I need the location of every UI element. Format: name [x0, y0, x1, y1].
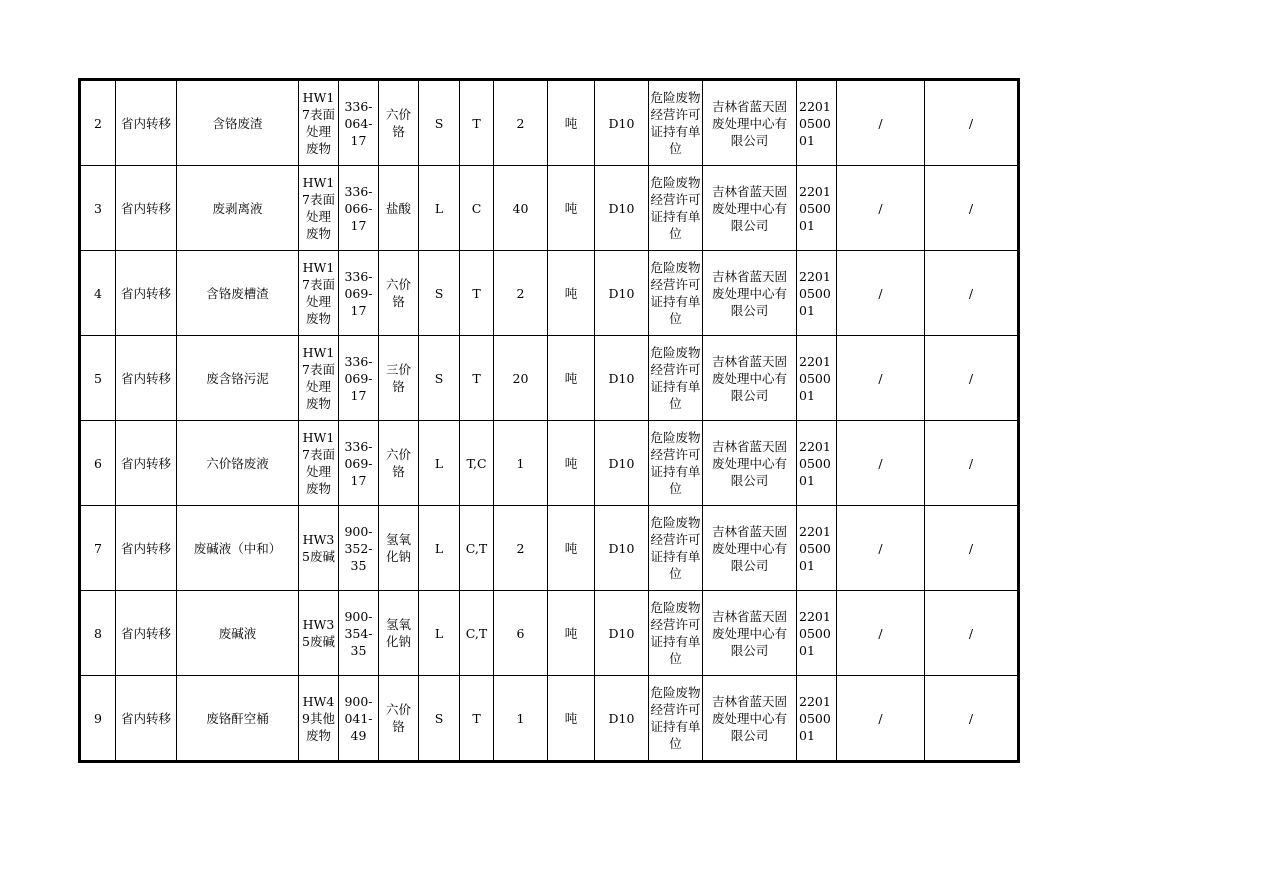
cell-hazard: T [460, 80, 494, 166]
cell-route: 省内转移 [116, 251, 177, 336]
cell-extra-b: / [925, 80, 1019, 166]
cell-amount: 2 [494, 506, 548, 591]
cell-license: 2201050001 [797, 80, 837, 166]
cell-unit: 吨 [548, 421, 595, 506]
cell-no: 9 [80, 676, 116, 762]
cell-route: 省内转移 [116, 676, 177, 762]
cell-amount: 1 [494, 421, 548, 506]
cell-license: 2201050001 [797, 506, 837, 591]
cell-category: HW49其他废物 [299, 676, 339, 762]
cell-receiver: 吉林省蓝天固废处理中心有限公司 [703, 251, 797, 336]
cell-form: L [419, 421, 460, 506]
cell-hazard: T [460, 676, 494, 762]
cell-no: 7 [80, 506, 116, 591]
cell-category: HW17表面处理废物 [299, 336, 339, 421]
cell-no: 8 [80, 591, 116, 676]
cell-waste-code: 336-069-17 [339, 251, 379, 336]
waste-transfer-table [78, 78, 1020, 763]
cell-category: HW17表面处理废物 [299, 80, 339, 166]
cell-extra-a: / [837, 80, 925, 166]
cell-method: D10 [595, 676, 649, 762]
cell-route: 省内转移 [116, 80, 177, 166]
cell-extra-b: / [925, 676, 1019, 762]
cell-category: HW17表面处理废物 [299, 251, 339, 336]
cell-form: S [419, 80, 460, 166]
cell-receiver: 吉林省蓝天固废处理中心有限公司 [703, 506, 797, 591]
cell-unit: 吨 [548, 676, 595, 762]
cell-waste-code: 336-069-17 [339, 336, 379, 421]
cell-component: 三价铬 [379, 336, 419, 421]
cell-no: 2 [80, 80, 116, 166]
cell-route: 省内转移 [116, 166, 177, 251]
cell-no: 6 [80, 421, 116, 506]
cell-waste-code: 336-066-17 [339, 166, 379, 251]
cell-waste-name: 六价铬废液 [177, 421, 299, 506]
cell-route: 省内转移 [116, 336, 177, 421]
cell-waste-code: 900-352-35 [339, 506, 379, 591]
cell-waste-name: 含铬废槽渣 [177, 251, 299, 336]
table-row [80, 336, 1019, 421]
cell-method: D10 [595, 336, 649, 421]
cell-form: L [419, 166, 460, 251]
cell-hazard: C,T [460, 506, 494, 591]
cell-receiver-type: 危险废物经营许可证持有单位 [649, 421, 703, 506]
cell-component: 六价铬 [379, 421, 419, 506]
cell-amount: 20 [494, 336, 548, 421]
cell-receiver: 吉林省蓝天固废处理中心有限公司 [703, 336, 797, 421]
cell-extra-b: / [925, 251, 1019, 336]
cell-no: 5 [80, 336, 116, 421]
cell-hazard: T [460, 251, 494, 336]
cell-license: 2201050001 [797, 251, 837, 336]
cell-extra-b: / [925, 166, 1019, 251]
cell-extra-b: / [925, 421, 1019, 506]
cell-unit: 吨 [548, 591, 595, 676]
table-row [80, 251, 1019, 336]
cell-extra-a: / [837, 336, 925, 421]
cell-receiver-type: 危险废物经营许可证持有单位 [649, 506, 703, 591]
cell-unit: 吨 [548, 166, 595, 251]
cell-component: 盐酸 [379, 166, 419, 251]
cell-license: 2201050001 [797, 676, 837, 762]
cell-form: S [419, 251, 460, 336]
table-row [80, 591, 1019, 676]
cell-amount: 6 [494, 591, 548, 676]
cell-component: 氢氧化钠 [379, 591, 419, 676]
cell-license: 2201050001 [797, 421, 837, 506]
table-row [80, 676, 1019, 762]
cell-license: 2201050001 [797, 591, 837, 676]
cell-receiver-type: 危险废物经营许可证持有单位 [649, 80, 703, 166]
cell-method: D10 [595, 421, 649, 506]
cell-waste-name: 含铬废渣 [177, 80, 299, 166]
cell-amount: 2 [494, 80, 548, 166]
cell-category: HW17表面处理废物 [299, 166, 339, 251]
cell-form: L [419, 506, 460, 591]
cell-waste-name: 废碱液（中和） [177, 506, 299, 591]
cell-route: 省内转移 [116, 506, 177, 591]
cell-receiver: 吉林省蓝天固废处理中心有限公司 [703, 166, 797, 251]
cell-extra-b: / [925, 591, 1019, 676]
cell-form: L [419, 591, 460, 676]
cell-extra-a: / [837, 591, 925, 676]
cell-method: D10 [595, 591, 649, 676]
cell-receiver: 吉林省蓝天固废处理中心有限公司 [703, 421, 797, 506]
cell-hazard: T,C [460, 421, 494, 506]
cell-hazard: C,T [460, 591, 494, 676]
cell-category: HW35废碱 [299, 591, 339, 676]
cell-extra-a: / [837, 166, 925, 251]
table-row [80, 506, 1019, 591]
cell-waste-code: 336-069-17 [339, 421, 379, 506]
cell-extra-a: / [837, 421, 925, 506]
cell-form: S [419, 676, 460, 762]
cell-route: 省内转移 [116, 591, 177, 676]
cell-receiver-type: 危险废物经营许可证持有单位 [649, 676, 703, 762]
cell-method: D10 [595, 80, 649, 166]
cell-unit: 吨 [548, 80, 595, 166]
cell-component: 六价铬 [379, 676, 419, 762]
cell-receiver: 吉林省蓝天固废处理中心有限公司 [703, 676, 797, 762]
table-row [80, 421, 1019, 506]
cell-method: D10 [595, 166, 649, 251]
cell-method: D10 [595, 506, 649, 591]
cell-receiver: 吉林省蓝天固废处理中心有限公司 [703, 80, 797, 166]
cell-receiver-type: 危险废物经营许可证持有单位 [649, 591, 703, 676]
cell-license: 2201050001 [797, 166, 837, 251]
cell-unit: 吨 [548, 251, 595, 336]
cell-extra-b: / [925, 336, 1019, 421]
cell-waste-name: 废铬酐空桶 [177, 676, 299, 762]
cell-extra-b: / [925, 506, 1019, 591]
cell-no: 3 [80, 166, 116, 251]
cell-form: S [419, 336, 460, 421]
cell-no: 4 [80, 251, 116, 336]
cell-method: D10 [595, 251, 649, 336]
cell-component: 氢氧化钠 [379, 506, 419, 591]
cell-unit: 吨 [548, 506, 595, 591]
cell-receiver-type: 危险废物经营许可证持有单位 [649, 166, 703, 251]
cell-receiver-type: 危险废物经营许可证持有单位 [649, 336, 703, 421]
cell-waste-name: 废碱液 [177, 591, 299, 676]
cell-waste-name: 废剥离液 [177, 166, 299, 251]
cell-waste-code: 900-354-35 [339, 591, 379, 676]
cell-license: 2201050001 [797, 336, 837, 421]
cell-receiver-type: 危险废物经营许可证持有单位 [649, 251, 703, 336]
cell-component: 六价铬 [379, 251, 419, 336]
cell-extra-a: / [837, 676, 925, 762]
cell-hazard: C [460, 166, 494, 251]
cell-amount: 2 [494, 251, 548, 336]
cell-waste-name: 废含铬污泥 [177, 336, 299, 421]
cell-category: HW35废碱 [299, 506, 339, 591]
table-row [80, 166, 1019, 251]
cell-route: 省内转移 [116, 421, 177, 506]
cell-waste-code: 900-041-49 [339, 676, 379, 762]
cell-amount: 1 [494, 676, 548, 762]
cell-extra-a: / [837, 506, 925, 591]
cell-amount: 40 [494, 166, 548, 251]
cell-receiver: 吉林省蓝天固废处理中心有限公司 [703, 591, 797, 676]
cell-waste-code: 336-064-17 [339, 80, 379, 166]
cell-extra-a: / [837, 251, 925, 336]
table-row [80, 80, 1019, 166]
cell-unit: 吨 [548, 336, 595, 421]
cell-hazard: T [460, 336, 494, 421]
cell-category: HW17表面处理废物 [299, 421, 339, 506]
cell-component: 六价铬 [379, 80, 419, 166]
